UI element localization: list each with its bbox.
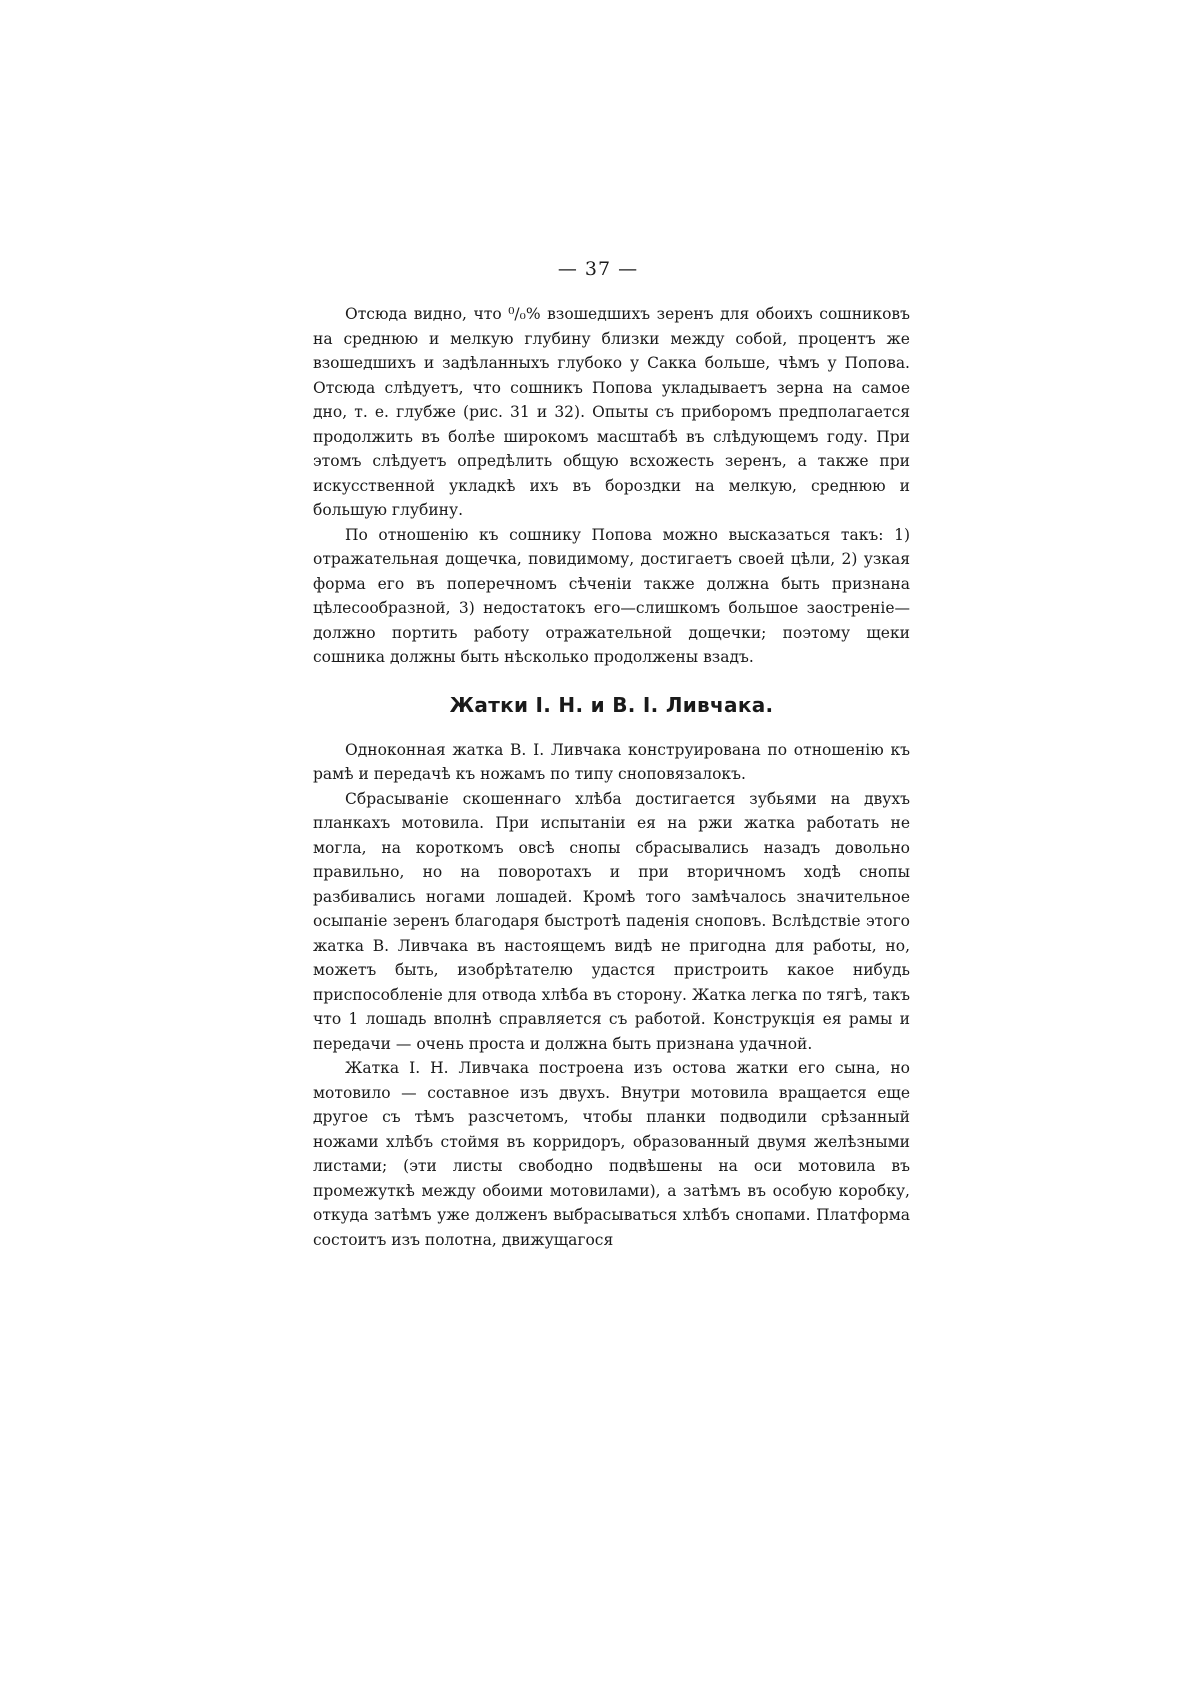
page-number: — 37 — [557, 258, 639, 280]
section-title: Жатки І. Н. и В. І. Ливчака. [449, 692, 774, 717]
intro-paragraph-2: По отношенію къ сошнику Попова можно высказаться такъ: 1) отражательная дощечка, повидимому, достигаетъ своей цѣли, 2) узкая форма его въ поперечномъ сѣченіи также должна быть признана цѣлесообразной, 3) недостатокъ его—слишкомъ большое заостреніе—должно портить работу отражательной дощечки; поэтому щеки сошника должны быть нѣсколько продолжены взадъ. [313, 525, 910, 666]
section-paragraph-3: Жатка І. Н. Ливчака построена изъ остова жатки его сына, но мотовило — составное изъ двухъ. Внутри мотовила вращается еще другое съ тѣмъ разсчетомъ, чтобы планки подводили срѣзанный ножами хлѣбъ стоймя въ корридоръ, образованный двумя желѣзными листами; (эти листы свободно подвѣшены на оси мотовила въ промежуткѣ между обоими мотовилами), а затѣмъ въ особую коробку, откуда затѣмъ уже долженъ выбрасываться хлѣбъ снопами. Платформа состоитъ изъ полотна, движущагося [313, 1059, 910, 1249]
section-paragraph-2: Сбрасываніе скошеннаго хлѣба достигается зубьями на двухъ планкахъ мотовила. При испытаніи ея на ржи жатка работать не могла, на короткомъ овсѣ снопы сбрасывались назадъ довольно правильно, но на поворотахъ и при вторичномъ ходѣ снопы разбивались ногами лошадей. Кромѣ того замѣчалось значительное осыпаніе зеренъ благодаря быстротѣ паденія сноповъ. Вслѣдствіе этого жатка В. Ливчака въ настоящемъ видѣ не пригодна для работы, но, можетъ быть, изобрѣтателю удастся пристроить какое нибудь приспособленіе для отвода хлѣба въ сторону. Жатка легка по тягѣ, такъ что 1 лошадь вполнѣ справляется съ работой. Конструкція ея рамы и передачи — очень проста и должна быть признана удачной. [313, 789, 910, 1053]
intro-paragraph-1: Отсюда видно, что ⁰/₀% взошедшихъ зеренъ для обоихъ сошниковъ на среднюю и мелкую глубину близки между собой, процентъ же взошедшихъ и задѣланныхъ глубоко у Сакка больше, чѣмъ у Попова. Отсюда слѣдуетъ, что сошникъ Попова укладываетъ зерна на самое дно, т. е. глубже (рис. 31 и 32). Опыты съ приборомъ предполагается продолжить въ болѣе широкомъ масштабѣ въ слѣдующемъ году. При этомъ слѣдуетъ опредѣлить общую всхожесть зеренъ, а также при искусственной укладкѣ ихъ въ бороздки на мелкую, среднюю и большую глубину. [313, 305, 910, 519]
text-column [313, 302, 910, 1252]
section-paragraph-1: Одноконная жатка В. І. Ливчака конструирована по отношенію къ рамѣ и передачѣ къ ножамъ по типу сноповязалокъ. [313, 740, 910, 783]
